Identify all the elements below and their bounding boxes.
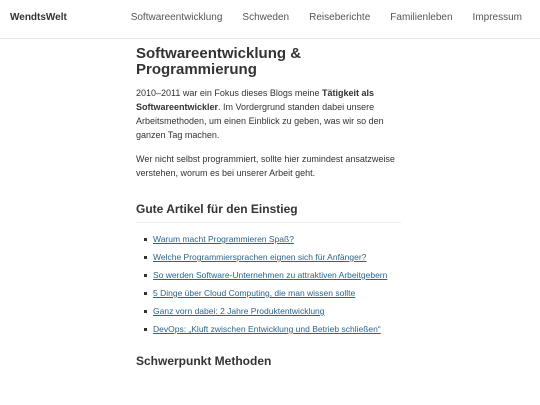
list-item bbox=[144, 233, 401, 246]
main-content bbox=[136, 46, 401, 374]
main-nav bbox=[131, 12, 522, 23]
article-link[interactable]: Ganz vorn dabei: 2 Jahre Produktentwicklung bbox=[153, 306, 325, 316]
list-item bbox=[144, 251, 401, 264]
nav-item-schweden[interactable]: Schweden bbox=[242, 12, 290, 23]
nav-item-softwareentwicklung[interactable]: Softwareentwicklung bbox=[130, 12, 223, 23]
list-item bbox=[144, 305, 401, 318]
article-list bbox=[136, 233, 401, 336]
intro-paragraph bbox=[136, 86, 401, 142]
list-item bbox=[144, 323, 401, 336]
page-title: Softwareentwicklung & Programmierung bbox=[136, 45, 302, 78]
list-item bbox=[144, 269, 401, 282]
intro-text-end: . Im Vordergrund standen dabei unsere Arbeitsmethoden, um einen Einblick zu geben, was wir so den ganzen Tag machen. bbox=[136, 102, 384, 140]
top-navigation-bar bbox=[0, 0, 540, 39]
section-heading-einstieg: Gute Artikel für den Einstieg bbox=[136, 202, 401, 223]
nav-item-familienleben[interactable]: Familienleben bbox=[390, 12, 453, 23]
intro-text-start: 2010–2011 war ein Fokus dieses Blogs meine bbox=[136, 88, 322, 98]
second-paragraph: Wer nicht selbst programmiert, sollte hier zumindest ansatzweise verstehen, worum es bei unserer Arbeit geht. bbox=[136, 154, 395, 178]
article-link[interactable]: DevOps: „Kluft zwischen Entwicklung und Betrieb schließen“ bbox=[153, 324, 381, 334]
list-item bbox=[144, 287, 401, 300]
article-link[interactable]: Welche Programmiersprachen eignen sich für Anfänger? bbox=[153, 252, 367, 262]
article-link[interactable]: 5 Dinge über Cloud Computing, die man wissen sollte bbox=[153, 288, 356, 298]
site-brand[interactable]: WendtsWelt bbox=[10, 12, 67, 23]
nav-item-reiseberichte[interactable]: Reiseberichte bbox=[309, 12, 371, 23]
nav-item-impressum[interactable]: Impressum bbox=[472, 12, 522, 23]
article-link[interactable]: Warum macht Programmieren Spaß? bbox=[153, 234, 294, 244]
article-link[interactable]: So werden Software-Unternehmen zu attraktiven Arbeitgebern bbox=[153, 270, 388, 280]
intro-text-bold: Tätigkeit als Softwareentwickler bbox=[136, 88, 374, 112]
section-heading-methoden: Schwerpunkt Methoden bbox=[136, 354, 272, 368]
